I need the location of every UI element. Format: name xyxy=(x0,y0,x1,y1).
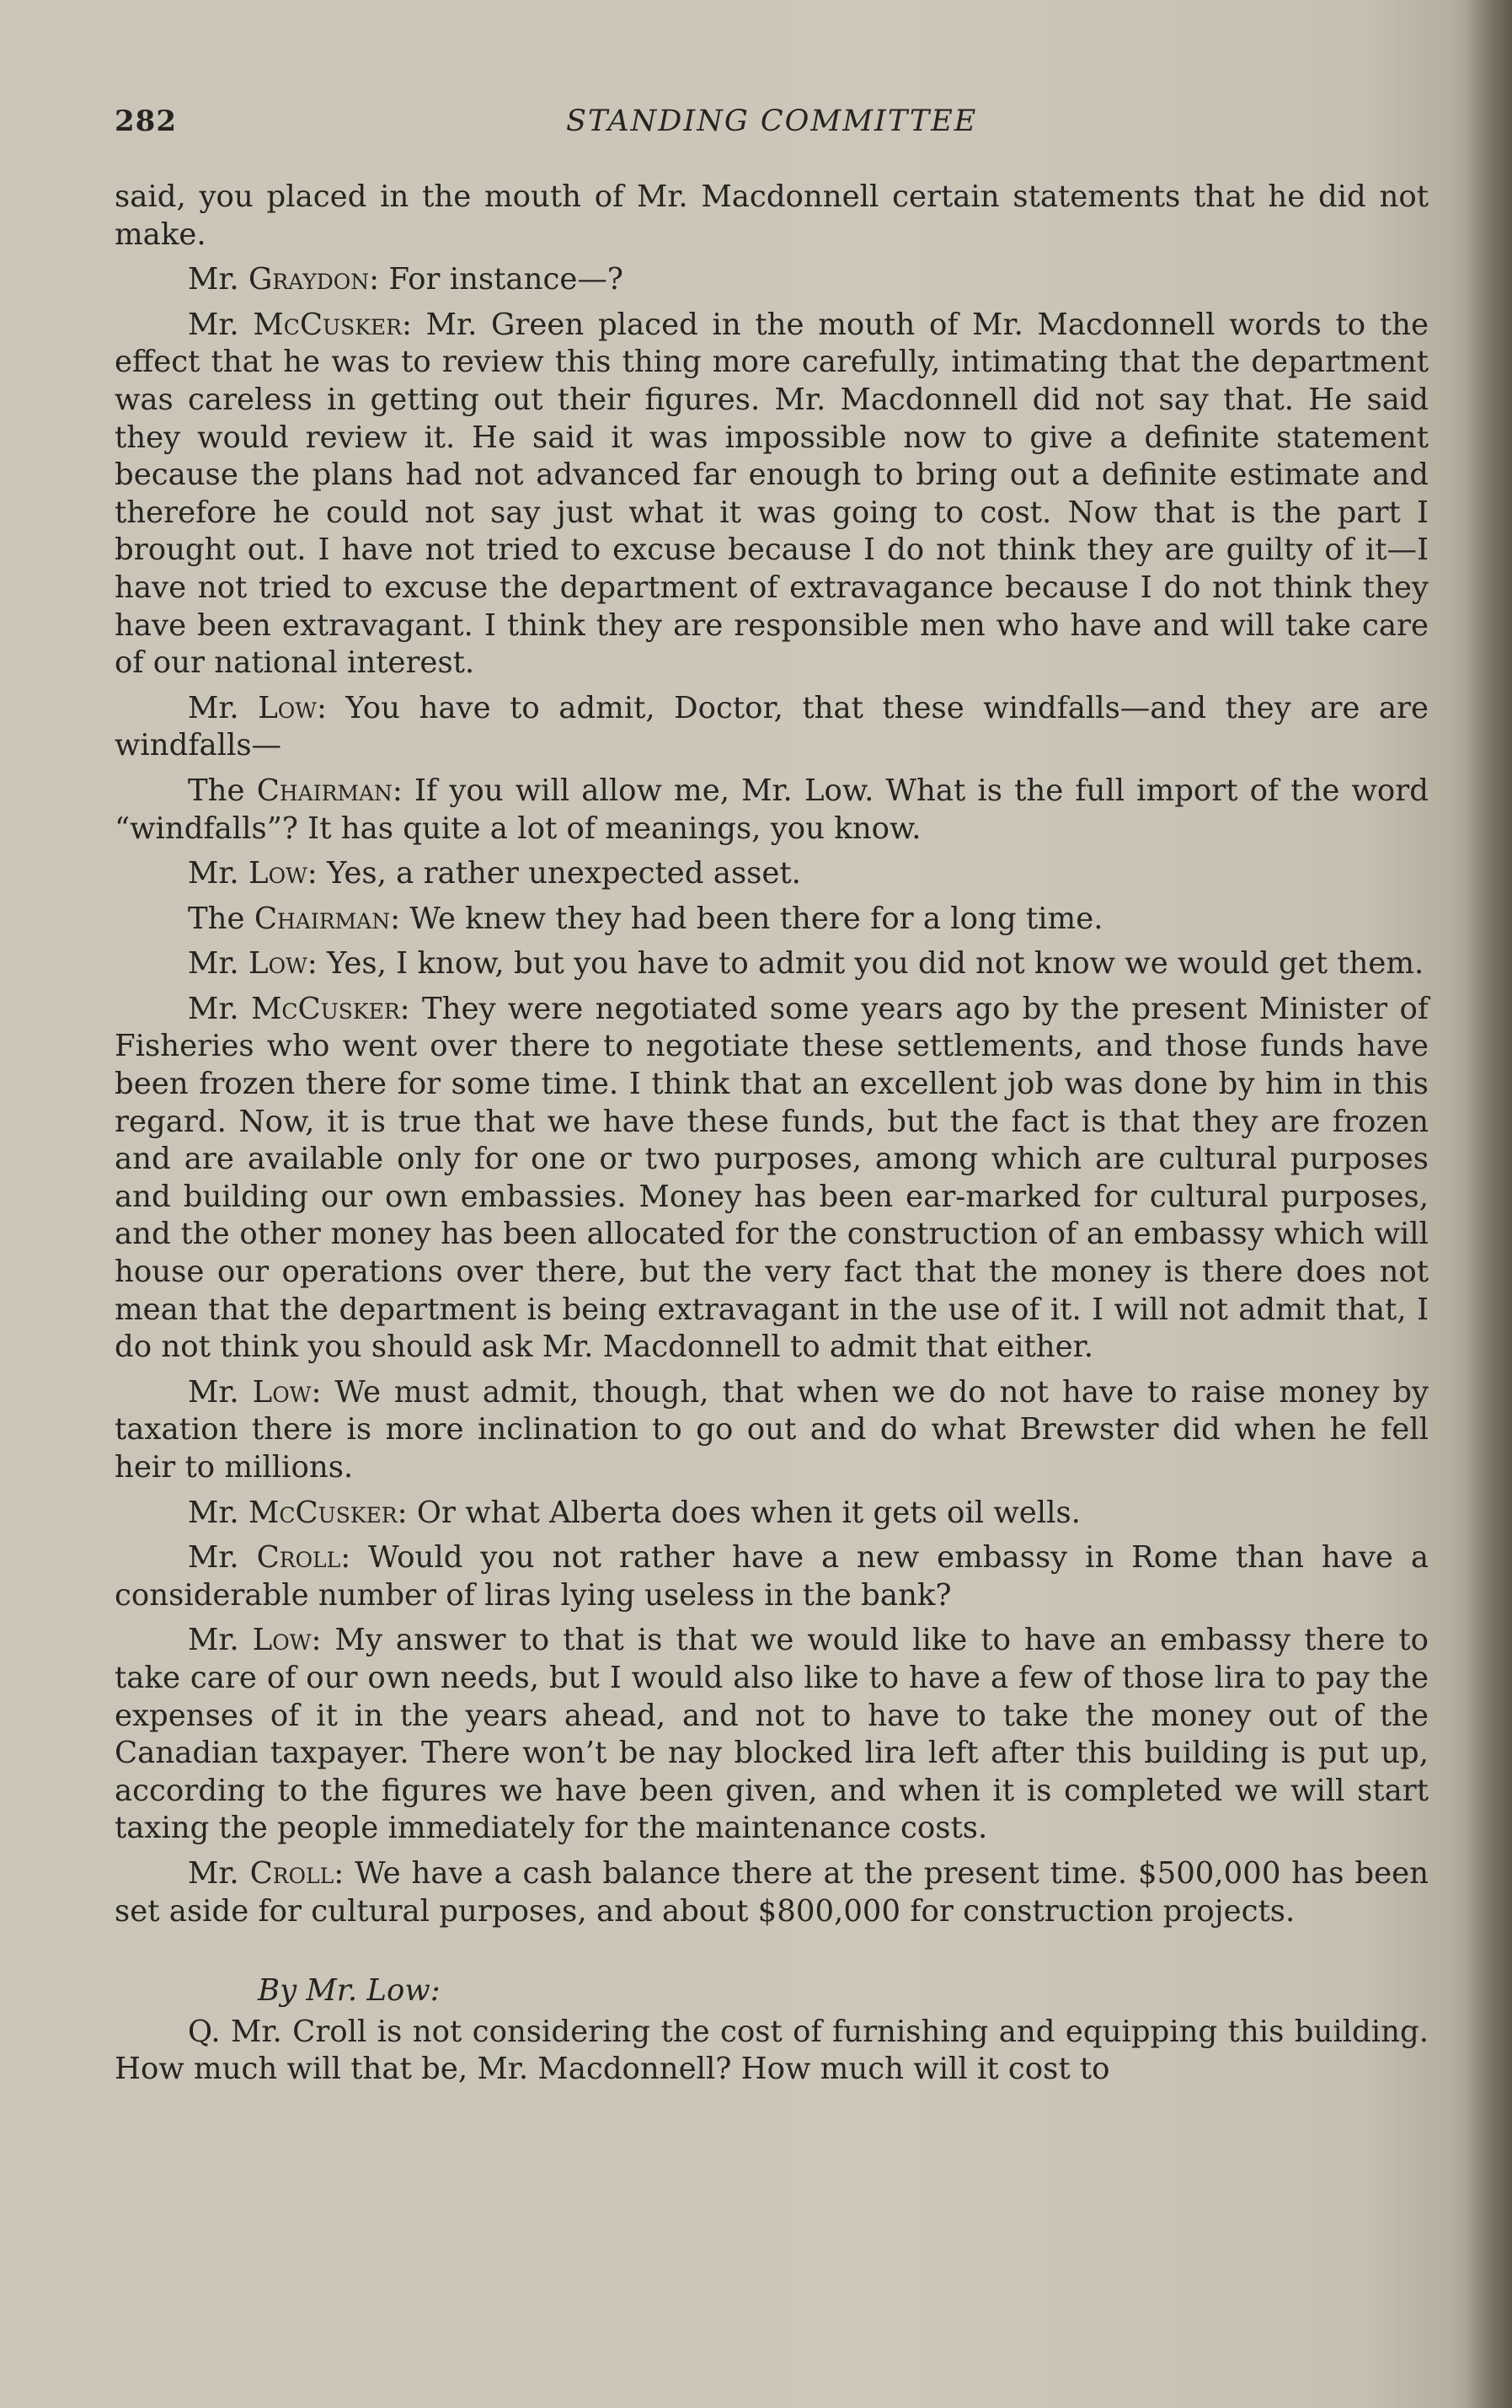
speaker-name: Low: xyxy=(248,856,318,891)
paragraph-text: We have a cash balance there at the present time. $500,000 has been set aside for cultural purposes, and about $800,000 for construction projects. xyxy=(115,1855,1429,1929)
speaker-title: Mr. xyxy=(188,1540,257,1576)
speaker-title: Mr. xyxy=(188,856,248,891)
speaker-name: Low: xyxy=(252,1374,322,1410)
paragraph-text: You have to admit, Doctor, that these windfalls—and they are are windfalls— xyxy=(115,690,1429,763)
speaker-name: Chairman: xyxy=(256,773,403,808)
speaker-name: Low: xyxy=(258,690,327,725)
speaker-title: Mr. xyxy=(188,690,259,725)
paragraph-text: Mr. Green placed in the mouth of Mr. Macdonnell words to the effect that he was to review this thing more carefully, intimating that the department was careless in getting out their figures. Mr. Macdonnell did not say that. He said they would review it. He said it was impossible now to give a definite statement because the plans had not advanced far enough to bring out a definite estimate and therefore he could not say just what it was going to cost. Now that is the part I brought out. I have not tried to excuse because I do not think they are guilty of it—I have not tried to excuse the department of extravagance because I do not think they have been extravagant. I think they are responsible men who have and will take care of our national interest. xyxy=(115,307,1429,681)
examination-by-line: By Mr. Low: xyxy=(258,1973,441,2009)
speaker-name: Graydon: xyxy=(248,262,380,297)
paragraph-croll xyxy=(115,1855,1429,1930)
paragraph-mccusker xyxy=(115,1495,1429,1533)
paragraph-continuation xyxy=(115,179,1429,254)
paragraph-text: For instance—? xyxy=(379,262,623,297)
paragraph-text: They were negotiated some years ago by the present Minister of Fisheries who went over there to negotiate these settlements, and those funds have been frozen there for some time. I think that an excellent job was done by him in this regard. Now, it is true that we have these funds, but the fact is that they are frozen and are available only for one or two purposes, among which are cultural purposes and building our own embassies. Money has been ear-marked for cultural purposes, and the other money has been allocated for the construction of an embassy which will house our operations over there, but the very fact that the money is there does not mean that the department is being extravagant in the use of it. I will not admit that, I do not think you should ask Mr. Macdonnell to admit that either. xyxy=(115,991,1429,1365)
question-paragraph: Q. Mr. Croll is not considering the cost of furnishing and equipping this building. How much will that be, Mr. Macdonnell? How much will it cost to xyxy=(115,2014,1429,2087)
paragraph-text: Yes, I know, but you have to admit you did not know we would get them. xyxy=(317,946,1424,982)
running-header xyxy=(115,104,1429,147)
paragraph-low xyxy=(115,855,1429,893)
paragraph-low xyxy=(115,945,1429,983)
paragraph-croll xyxy=(115,1539,1429,1614)
speaker-title: Mr. xyxy=(188,307,254,342)
paragraph-low xyxy=(115,690,1429,765)
paragraph-low xyxy=(115,1374,1429,1487)
paragraph-text: My answer to that is that we would like to have an embassy there to take care of our own needs, but I would also like to have a few of those lira to pay the expenses of it in the years ahead, and not to have to take the money out of the Canadian taxpayer. There won’t be nay blocked lira left after this building is put up, according to the figures we have been given, and when it is completed we will start taxing the people immediately for the maintenance costs. xyxy=(115,1623,1429,1846)
speaker-title: Mr. xyxy=(188,1623,253,1658)
paragraph-text: Or what Alberta does when it gets oil wells. xyxy=(407,1495,1081,1530)
speaker-name: McCusker: xyxy=(253,307,412,342)
speaker-name: Chairman: xyxy=(254,901,401,936)
paragraph-chairman xyxy=(115,901,1429,939)
speaker-name: McCusker: xyxy=(251,991,410,1026)
paragraph-mccusker xyxy=(115,307,1429,682)
page-binding-shadow xyxy=(1466,0,1512,2408)
speaker-name: Croll: xyxy=(249,1855,345,1891)
speaker-name: Low: xyxy=(252,1623,322,1658)
speaker-title: The xyxy=(188,773,257,808)
paragraph-mccusker xyxy=(115,991,1429,1367)
paragraph-graydon xyxy=(115,261,1429,299)
speaker-name: McCusker: xyxy=(248,1495,408,1530)
speaker-title: The xyxy=(188,901,254,936)
body-text xyxy=(115,179,1429,2096)
speaker-name: Low: xyxy=(248,946,318,982)
paragraph-text: Yes, a rather unexpected asset. xyxy=(317,856,801,891)
speaker-title: Mr. xyxy=(188,262,248,297)
paragraph-text: We knew they had been there for a long time. xyxy=(400,901,1103,936)
paragraph-low xyxy=(115,1622,1429,1848)
speaker-title: Mr. xyxy=(188,946,248,982)
paragraph-chairman xyxy=(115,773,1429,848)
speaker-title: Mr. xyxy=(188,1495,248,1530)
speaker-title: Mr. xyxy=(188,1374,253,1410)
speaker-title: Mr. xyxy=(188,1855,250,1891)
paragraph-text: said, you placed in the mouth of Mr. Macdonnell certain statements that he did not make. xyxy=(115,179,1429,252)
paragraph-text: We must admit, though, that when we do not have to raise money by taxation there is more inclination to go out and do what Brewster did when he fell heir to millions. xyxy=(115,1374,1429,1485)
running-title: STANDING COMMITTEE xyxy=(566,104,978,138)
page-number: 282 xyxy=(115,104,177,138)
speaker-title: Mr. xyxy=(188,991,252,1026)
paragraph-text: If you will allow me, Mr. Low. What is the full import of the word “windfalls”? It has quite a lot of meanings, you know. xyxy=(115,773,1429,846)
paragraph-text: Would you not rather have a new embassy in Rome than have a considerable number of liras lying useless in the bank? xyxy=(115,1540,1429,1613)
speaker-name: Croll: xyxy=(256,1540,351,1576)
